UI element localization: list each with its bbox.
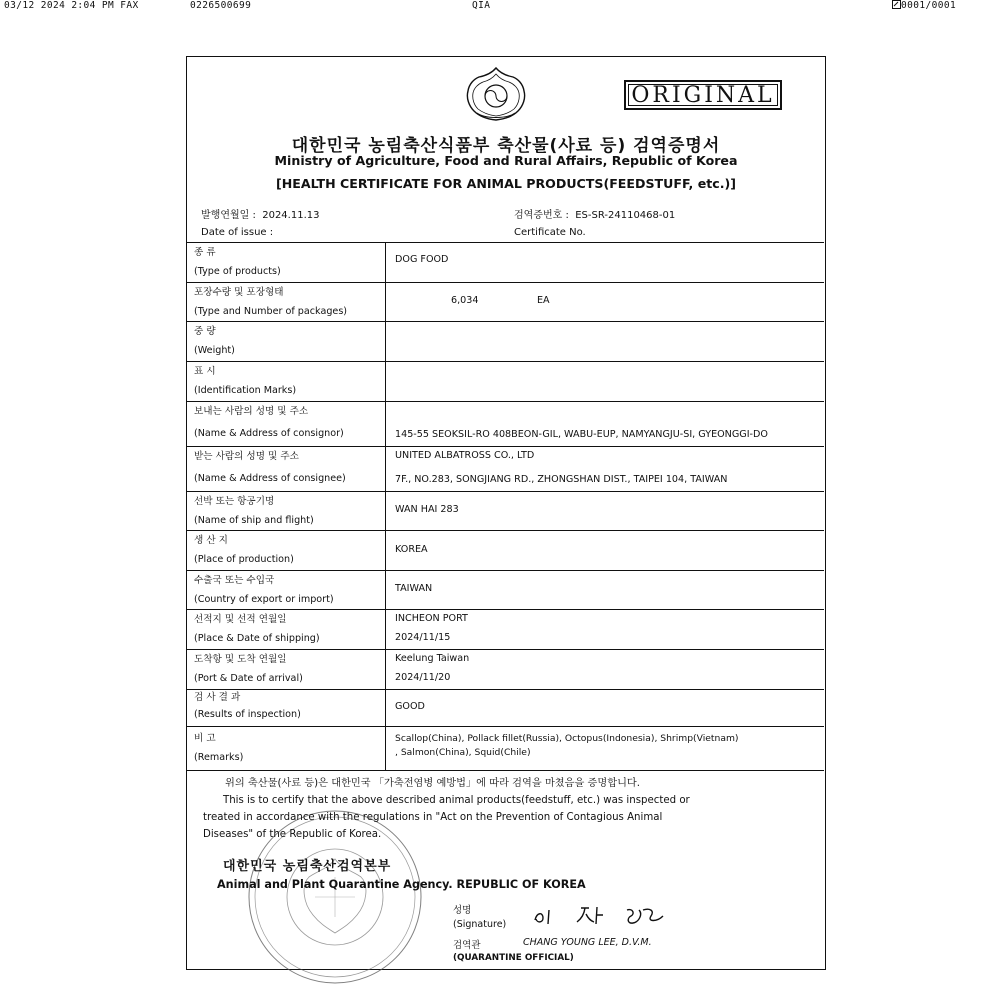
original-stamp: ORIGINAL <box>624 80 782 110</box>
cert-number-value: ES-SR-24110468-01 <box>575 210 676 221</box>
consignee-name: UNITED ALBATROSS CO., LTD <box>395 450 535 461</box>
row-label-ko: 보내는 사람의 성명 및 주소 <box>194 406 309 417</box>
fax-page-number: 0001/0001 <box>901 0 957 11</box>
arrival-date: 2024/11/20 <box>395 672 451 683</box>
row-label-ko: 선박 또는 항공기명 <box>194 496 275 507</box>
table-row <box>187 491 824 530</box>
title-korean: 대한민국 농림축산식품부 축산물(사료 등) 검역증명서 <box>291 136 721 156</box>
issue-date-label-ko: 발행연월일 : <box>201 210 256 221</box>
fax-page-icon <box>892 0 901 9</box>
fax-header <box>0 0 1000 14</box>
place-of-production: KOREA <box>395 544 428 555</box>
remarks-line-2: , Salmon(China), Squid(Chile) <box>395 747 531 758</box>
row-label-ko: 종 류 <box>194 247 216 258</box>
row-label-en: (Name & Address of consignor) <box>194 428 344 439</box>
ship-name: WAN HAI 283 <box>395 504 459 515</box>
statement-english-3: Diseases" of the Republic of Korea. <box>203 829 382 840</box>
cert-number-block <box>514 207 675 241</box>
row-label-en: (Results of inspection) <box>194 709 301 720</box>
issue-date-block <box>201 207 319 241</box>
table-row <box>187 446 824 491</box>
row-label-ko: 비 고 <box>194 733 216 744</box>
row-label-en: (Identification Marks) <box>194 385 297 396</box>
row-label-en: (Name & Address of consignee) <box>194 473 346 484</box>
table-row <box>187 649 824 689</box>
statement-korean: 위의 축산물(사료 등)은 대한민국 「가축전염병 예방법」에 따라 검역을 마쳤음을 증명합니다. <box>225 778 640 789</box>
row-label-ko: 중 량 <box>194 326 216 337</box>
row-label-ko: 검 사 결 과 <box>194 692 241 703</box>
agency-english: Animal and Plant Quarantine Agency. REPUBLIC OF KOREA <box>217 878 586 891</box>
table-row <box>187 689 824 726</box>
package-quantity: 6,034 <box>451 295 479 306</box>
title-english: [HEALTH CERTIFICATE FOR ANIMAL PRODUCTS(FEEDSTUFF, etc.)] <box>275 176 737 191</box>
table-row <box>187 321 824 361</box>
fax-sender: QIA <box>472 0 491 11</box>
table-row <box>187 282 824 321</box>
table-row <box>187 530 824 570</box>
table-row <box>187 726 824 771</box>
signature-label-en: (Signature) <box>453 919 507 930</box>
agency-korean: 대한민국 농림축산검역본부 <box>223 859 392 874</box>
row-label-ko: 수출국 또는 수입국 <box>194 575 275 586</box>
row-label-ko: 표 시 <box>194 366 216 377</box>
row-label-en: (Place of production) <box>194 554 294 565</box>
fax-page <box>892 0 957 11</box>
fax-number: 0226500699 <box>190 0 252 11</box>
row-label-ko: 생 산 지 <box>194 535 228 546</box>
row-label-en: (Remarks) <box>194 752 244 763</box>
table-row <box>187 401 824 446</box>
row-label-en: (Type of products) <box>194 266 281 277</box>
table-row <box>187 242 824 282</box>
inspection-result: GOOD <box>395 701 425 712</box>
issue-date-label-en: Date of issue : <box>201 227 274 238</box>
statement-english-2: treated in accordance with the regulations in "Act on the Prevention of Contagious Animal <box>203 812 663 823</box>
officer-label-ko: 검역관 <box>453 940 481 951</box>
consignor-address: 145-55 SEOKSIL-RO 408BEON-GIL, WABU-EUP, NAMYANGJU-SI, GYEONGGI-DO <box>395 429 768 440</box>
cert-number-label-ko: 검역증번호 : <box>514 210 569 221</box>
handwritten-signature <box>531 902 671 928</box>
country-of-import: TAIWAN <box>395 583 433 594</box>
row-label-en: (Place & Date of shipping) <box>194 633 320 644</box>
fax-datetime: 03/12 2024 2:04 PM FAX <box>4 0 139 11</box>
row-label-en: (Country of export or import) <box>194 594 334 605</box>
officer-label-en: (QUARANTINE OFFICIAL) <box>453 953 574 963</box>
row-label-ko: 선적지 및 선적 연월일 <box>194 614 287 625</box>
row-label-en: (Port & Date of arrival) <box>194 673 303 684</box>
table-row <box>187 361 824 401</box>
arrival-port: Keelung Taiwan <box>395 653 470 664</box>
shipping-date: 2024/11/15 <box>395 632 451 643</box>
remarks-line-1: Scallop(China), Pollack fillet(Russia), Octopus(Indonesia), Shrimp(Vietnam) <box>395 733 739 744</box>
certificate-page <box>186 56 826 970</box>
row-label-ko: 도착항 및 도착 연월일 <box>194 654 287 665</box>
cert-number-label-en: Certificate No. <box>514 227 586 238</box>
title-ministry: Ministry of Agriculture, Food and Rural Affairs, Republic of Korea <box>274 153 738 168</box>
officer-name: CHANG YOUNG LEE, D.V.M. <box>523 937 652 948</box>
government-emblem-icon <box>463 65 529 123</box>
row-label-ko: 받는 사람의 성명 및 주소 <box>194 451 299 462</box>
package-unit: EA <box>537 295 550 306</box>
statement-english-1: This is to certify that the above described animal products(feedstuff, etc.) was inspected or <box>223 795 690 806</box>
row-label-ko: 포장수량 및 포장형태 <box>194 287 284 298</box>
row-label-en: (Weight) <box>194 345 235 356</box>
signature-label-ko: 성명 <box>453 905 472 916</box>
certification-statement <box>203 775 813 843</box>
row-label-en: (Type and Number of packages) <box>194 306 348 317</box>
row-value: DOG FOOD <box>395 254 449 265</box>
shipping-port: INCHEON PORT <box>395 613 468 624</box>
table-row <box>187 609 824 649</box>
row-label-en: (Name of ship and flight) <box>194 515 314 526</box>
table-row <box>187 570 824 609</box>
consignee-address: 7F., NO.283, SONGJIANG RD., ZHONGSHAN DIST., TAIPEI 104, TAIWAN <box>395 474 728 485</box>
issue-date-value: 2024.11.13 <box>262 210 320 221</box>
